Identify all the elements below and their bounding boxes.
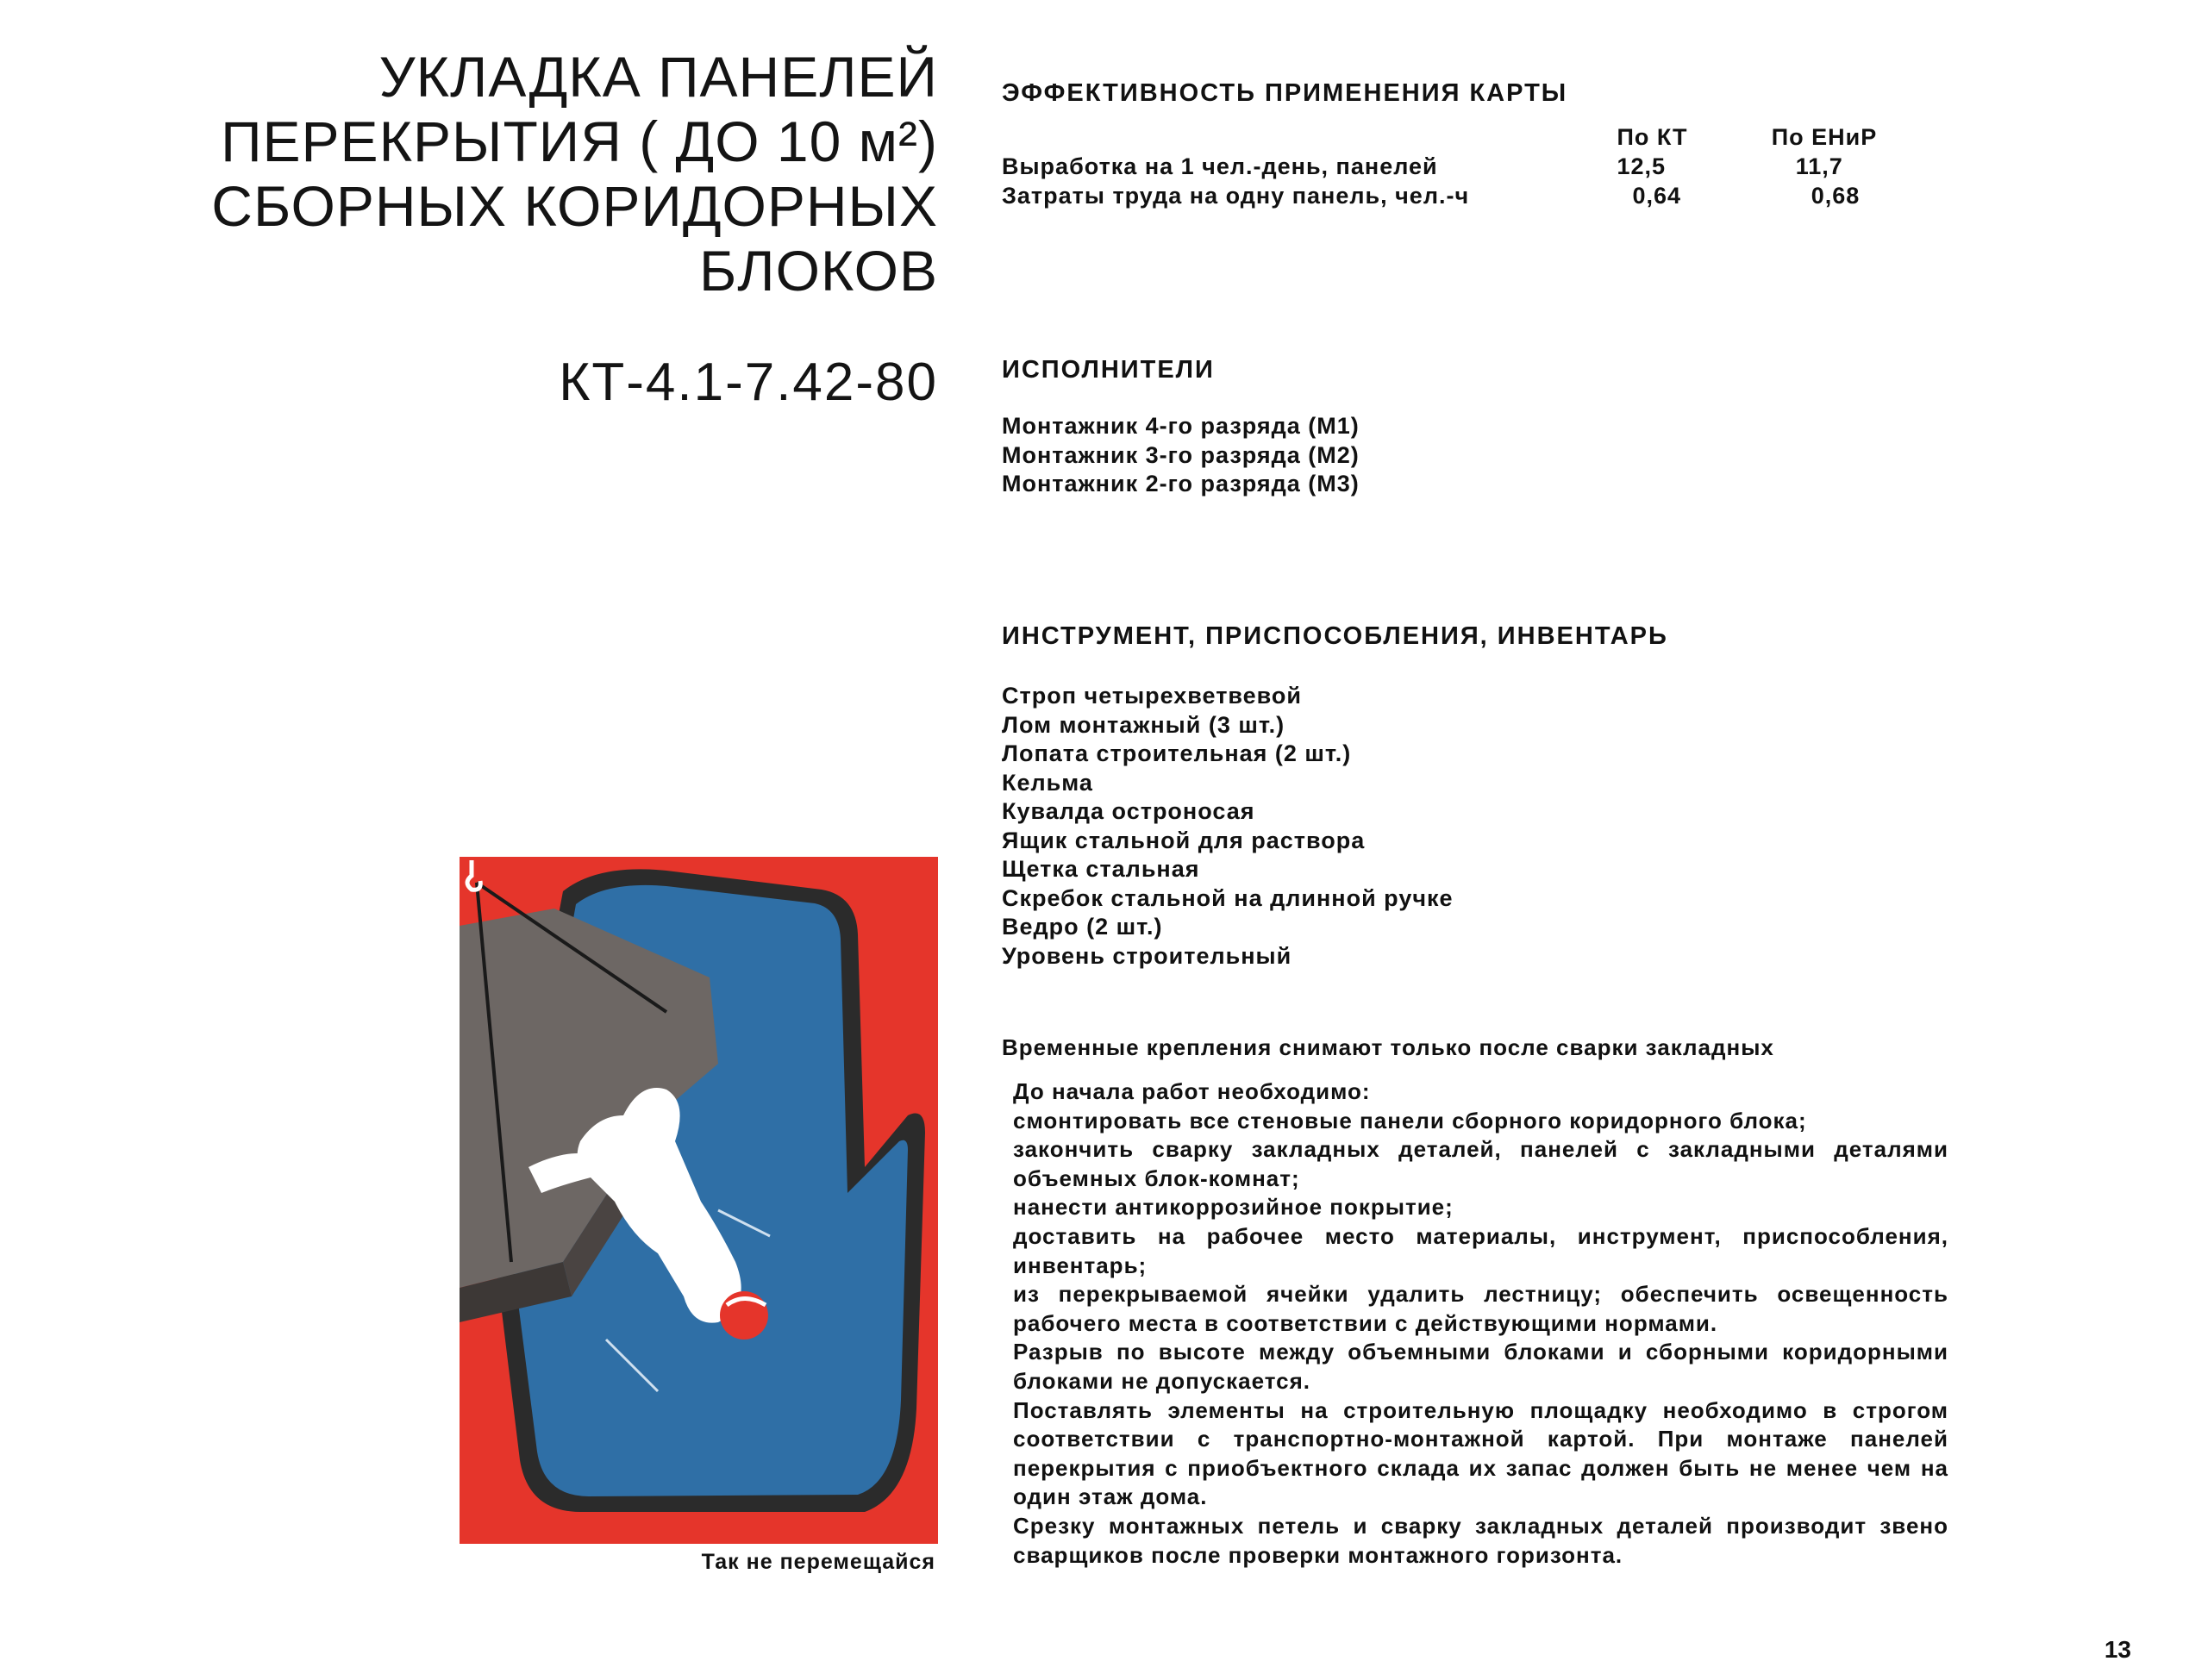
tools-heading: ИНСТРУМЕНТ, ПРИСПОСОБЛЕНИЯ, ИНВЕНТАРЬ <box>1002 622 1668 650</box>
list-item: Уровень строительный <box>1002 942 1292 969</box>
value-enir: 11,7 <box>1795 153 1843 179</box>
paragraph: доставить на рабочее место материалы, инструмент, приспособления, инвентарь; <box>1013 1222 1948 1278</box>
efficiency-table <box>1002 122 1950 210</box>
paragraph: смонтировать все стеновые панели сборного коридорного блока; <box>1013 1107 1807 1134</box>
temporary-fixing-note: Временные крепления снимают только после сварки закладных <box>1002 1034 1774 1060</box>
list-item: Лопата строительная (2 шт.) <box>1002 740 1352 766</box>
page-number: 13 <box>2104 1636 2131 1663</box>
list-item: Скребок стальной на длинной ручке <box>1002 884 1454 911</box>
illustration-caption: Так не перемещайся <box>701 1550 935 1574</box>
safety-illustration <box>460 857 938 1544</box>
paragraph: Поставлять элементы на строительную площадку необходимо в строгом соответствии с транспортно-монтажной картой. При монтаже панелей перекрытия с приобъектного склада их запас должен быть не менее чем на один этаж дома. <box>1013 1396 1948 1510</box>
page-title <box>172 45 938 303</box>
list-item: Ведро (2 шт.) <box>1002 914 1163 940</box>
value-kt: 0,64 <box>1632 183 1682 209</box>
list-item: Монтажник 2-го разряда (М3) <box>1002 471 1360 497</box>
instructions-text <box>1013 1077 1948 1570</box>
list-item: Ящик стальной для раствора <box>1002 827 1366 853</box>
value-kt: 12,5 <box>1617 153 1667 179</box>
list-item: Лом монтажный (3 шт.) <box>1002 711 1285 738</box>
title-line: УКЛАДКА ПАНЕЛЕЙ <box>378 45 938 109</box>
paragraph: До начала работ необходимо: <box>1013 1078 1371 1104</box>
table-row <box>1002 152 1950 181</box>
paragraph: Разрыв по высоте между объемными блоками и сборными коридорными блоками не допускается. <box>1013 1339 1948 1394</box>
list-item: Кельма <box>1002 769 1093 796</box>
paragraph: из перекрываемой ячейки удалить лестницу; обеспечить освещенность рабочего места в соответствии с действующими нормами. <box>1013 1281 1948 1336</box>
paragraph: Срезку монтажных петель и сварку закладных деталей производит звено сварщиков после проверки монтажного горизонта. <box>1013 1512 1948 1568</box>
table-header-row <box>1002 122 1950 152</box>
title-line: БЛОКОВ <box>698 239 938 303</box>
paragraph: закончить сварку закладных деталей, панелей с закладными деталями объемных блок-комнат; <box>1013 1136 1948 1191</box>
row-label: Затраты труда на одну панель, чел.-ч <box>1002 183 1470 209</box>
list-item: Кувалда остроносая <box>1002 798 1255 824</box>
list-item: Монтажник 3-го разряда (М2) <box>1002 441 1360 468</box>
list-item: Строп четырехветвевой <box>1002 683 1303 709</box>
paragraph: нанести антикоррозийное покрытие; <box>1013 1194 1454 1221</box>
title-line: ПЕРЕКРЫТИЯ ( ДО 10 м²) <box>221 109 938 173</box>
performers-list <box>1002 412 1360 499</box>
document-code: КТ-4.1-7.42-80 <box>559 353 938 412</box>
title-line: СБОРНЫХ КОРИДОРНЫХ <box>211 174 938 238</box>
efficiency-heading: ЭФФЕКТИВНОСТЬ ПРИМЕНЕНИЯ КАРТЫ <box>1002 79 1568 107</box>
tools-list <box>1002 682 1454 971</box>
list-item: Монтажник 4-го разряда (М1) <box>1002 413 1360 439</box>
value-enir: 0,68 <box>1811 183 1861 209</box>
table-row <box>1002 181 1950 210</box>
table-header-empty <box>1002 122 1617 152</box>
column-header-enir: По ЕНиР <box>1771 124 1878 150</box>
column-header-kt: По КТ <box>1617 124 1688 150</box>
performers-heading: ИСПОЛНИТЕЛИ <box>1002 356 1215 384</box>
row-label: Выработка на 1 чел.-день, панелей <box>1002 153 1438 179</box>
list-item: Щетка стальная <box>1002 856 1200 882</box>
